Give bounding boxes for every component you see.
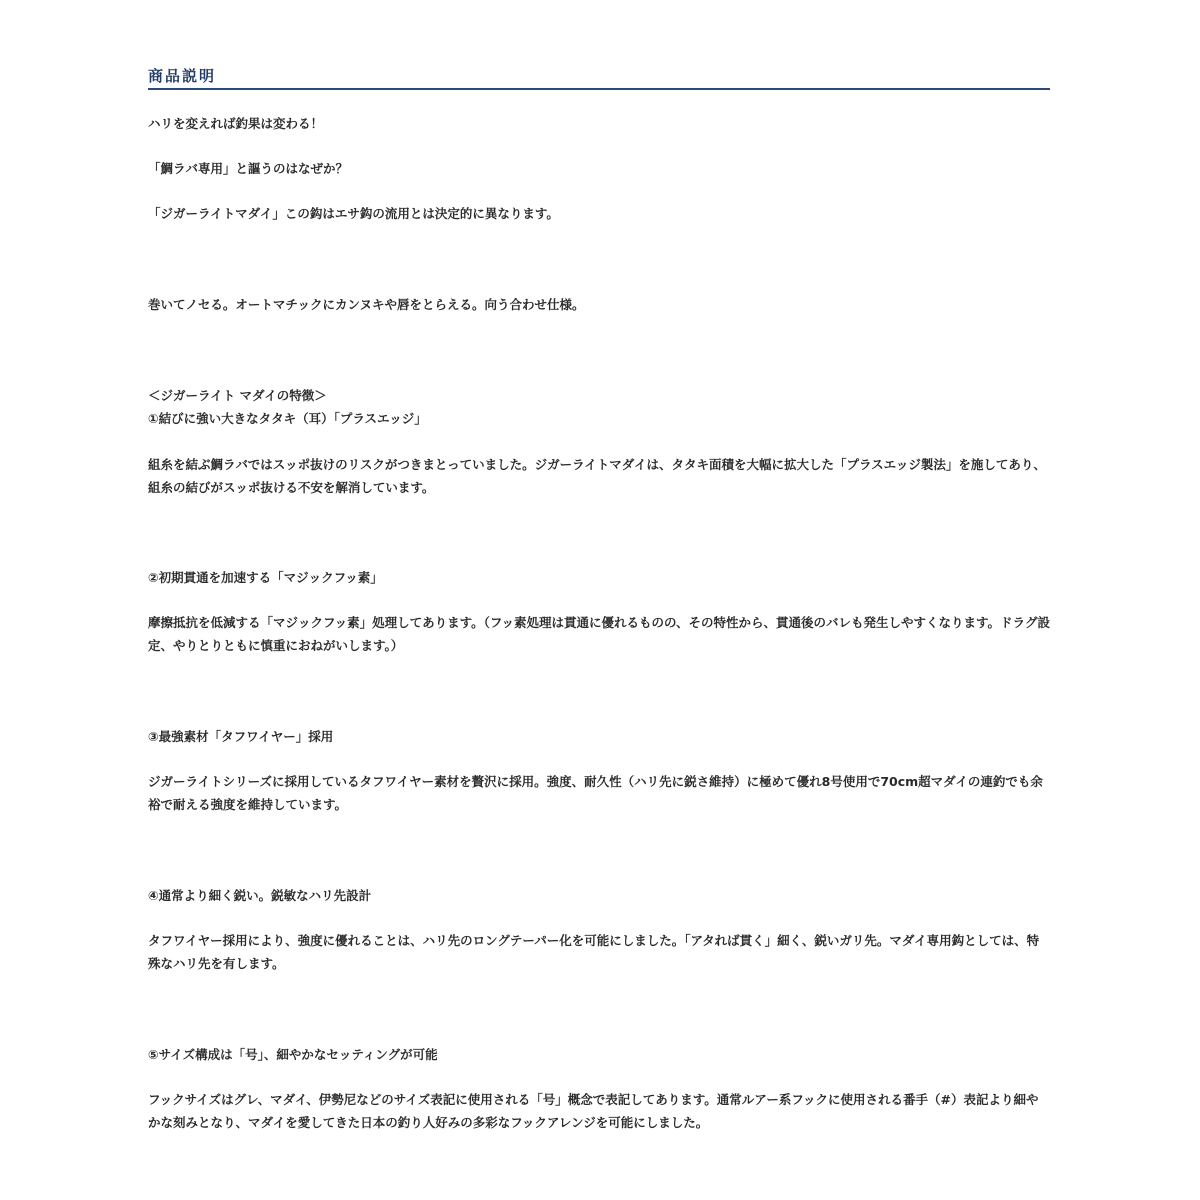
- feature-1-body: 組糸を結ぶ鯛ラバではスッポ抜けのリスクがつきまとっていました。ジガーライトマダイは、タタキ面積を大幅に拡大した「プラスエッジ製法」を施してあり、組糸の結びがスッポ抜ける不安を解消しています。: [148, 457, 1046, 495]
- feature-4-title: ④通常より細く鋭い。鋭敏なハリ先設計: [148, 888, 372, 903]
- intro-line-2: 「鯛ラバ専用」と謳うのはなぜか？: [148, 161, 349, 176]
- intro-line-4: 巻いてノセる。オートマチックにカンヌキや唇をとらえる。向う合わせ仕様。: [148, 297, 585, 312]
- section-title: 商品説明: [148, 67, 217, 85]
- feature-3-body: ジガーライトシリーズに採用しているタフワイヤー素材を贅沢に採用。強度、耐久性（ハリ先に鋭さ維持）に極めて優れ8号使用で70cm超マダイの連釣でも余裕で耐える強度を維持しています。: [148, 774, 1043, 812]
- feature-4-body: タフワイヤー採用により、強度に優れることは、ハリ先のロングテーパー化を可能にしました。「アタれば貫く」細く、鋭いガリ先。マダイ専用鈎としては、特殊なハリ先を有します。: [148, 933, 1040, 971]
- intro-line-1: ハリを変えれば釣果は変わる！: [148, 116, 324, 131]
- intro-line-3: 「ジガーライトマダイ」この鈎はエサ鈎の流用とは決定的に異なります。: [148, 206, 559, 221]
- feature-3-title: ③最強素材「タフワイヤー」採用: [148, 729, 334, 744]
- features-header: ＜ジガーライト マダイの特徴＞: [148, 388, 327, 403]
- feature-2-title: ②初期貫通を加速する「マジックフッ素」: [148, 570, 383, 585]
- feature-2-body: 摩擦抵抗を低減する「マジックフッ素」処理してあります。（フッ素処理は貫通に優れるものの、その特性から、貫通後のバレも発生しやすくなります。ドラグ設定、やりとりともに慎重におねがいします。）: [148, 615, 1051, 653]
- section-heading: [148, 66, 1050, 90]
- feature-5-title: ⑤サイズ構成は「号」、細やかなセッティングが可能: [148, 1047, 438, 1062]
- feature-1-title: ①結びに強い大きなタタキ（耳）「プラスエッジ」: [148, 411, 427, 426]
- feature-5-body: フックサイズはグレ、マダイ、伊勢尼などのサイズ表記に使用される「号」概念で表記してあります。通常ルアー系フックに使用される番手（#）表記より細やかな刻みとなり、マダイを愛してきた日本の釣り人好みの多彩なフックアレンジを可能にしました。: [148, 1092, 1039, 1130]
